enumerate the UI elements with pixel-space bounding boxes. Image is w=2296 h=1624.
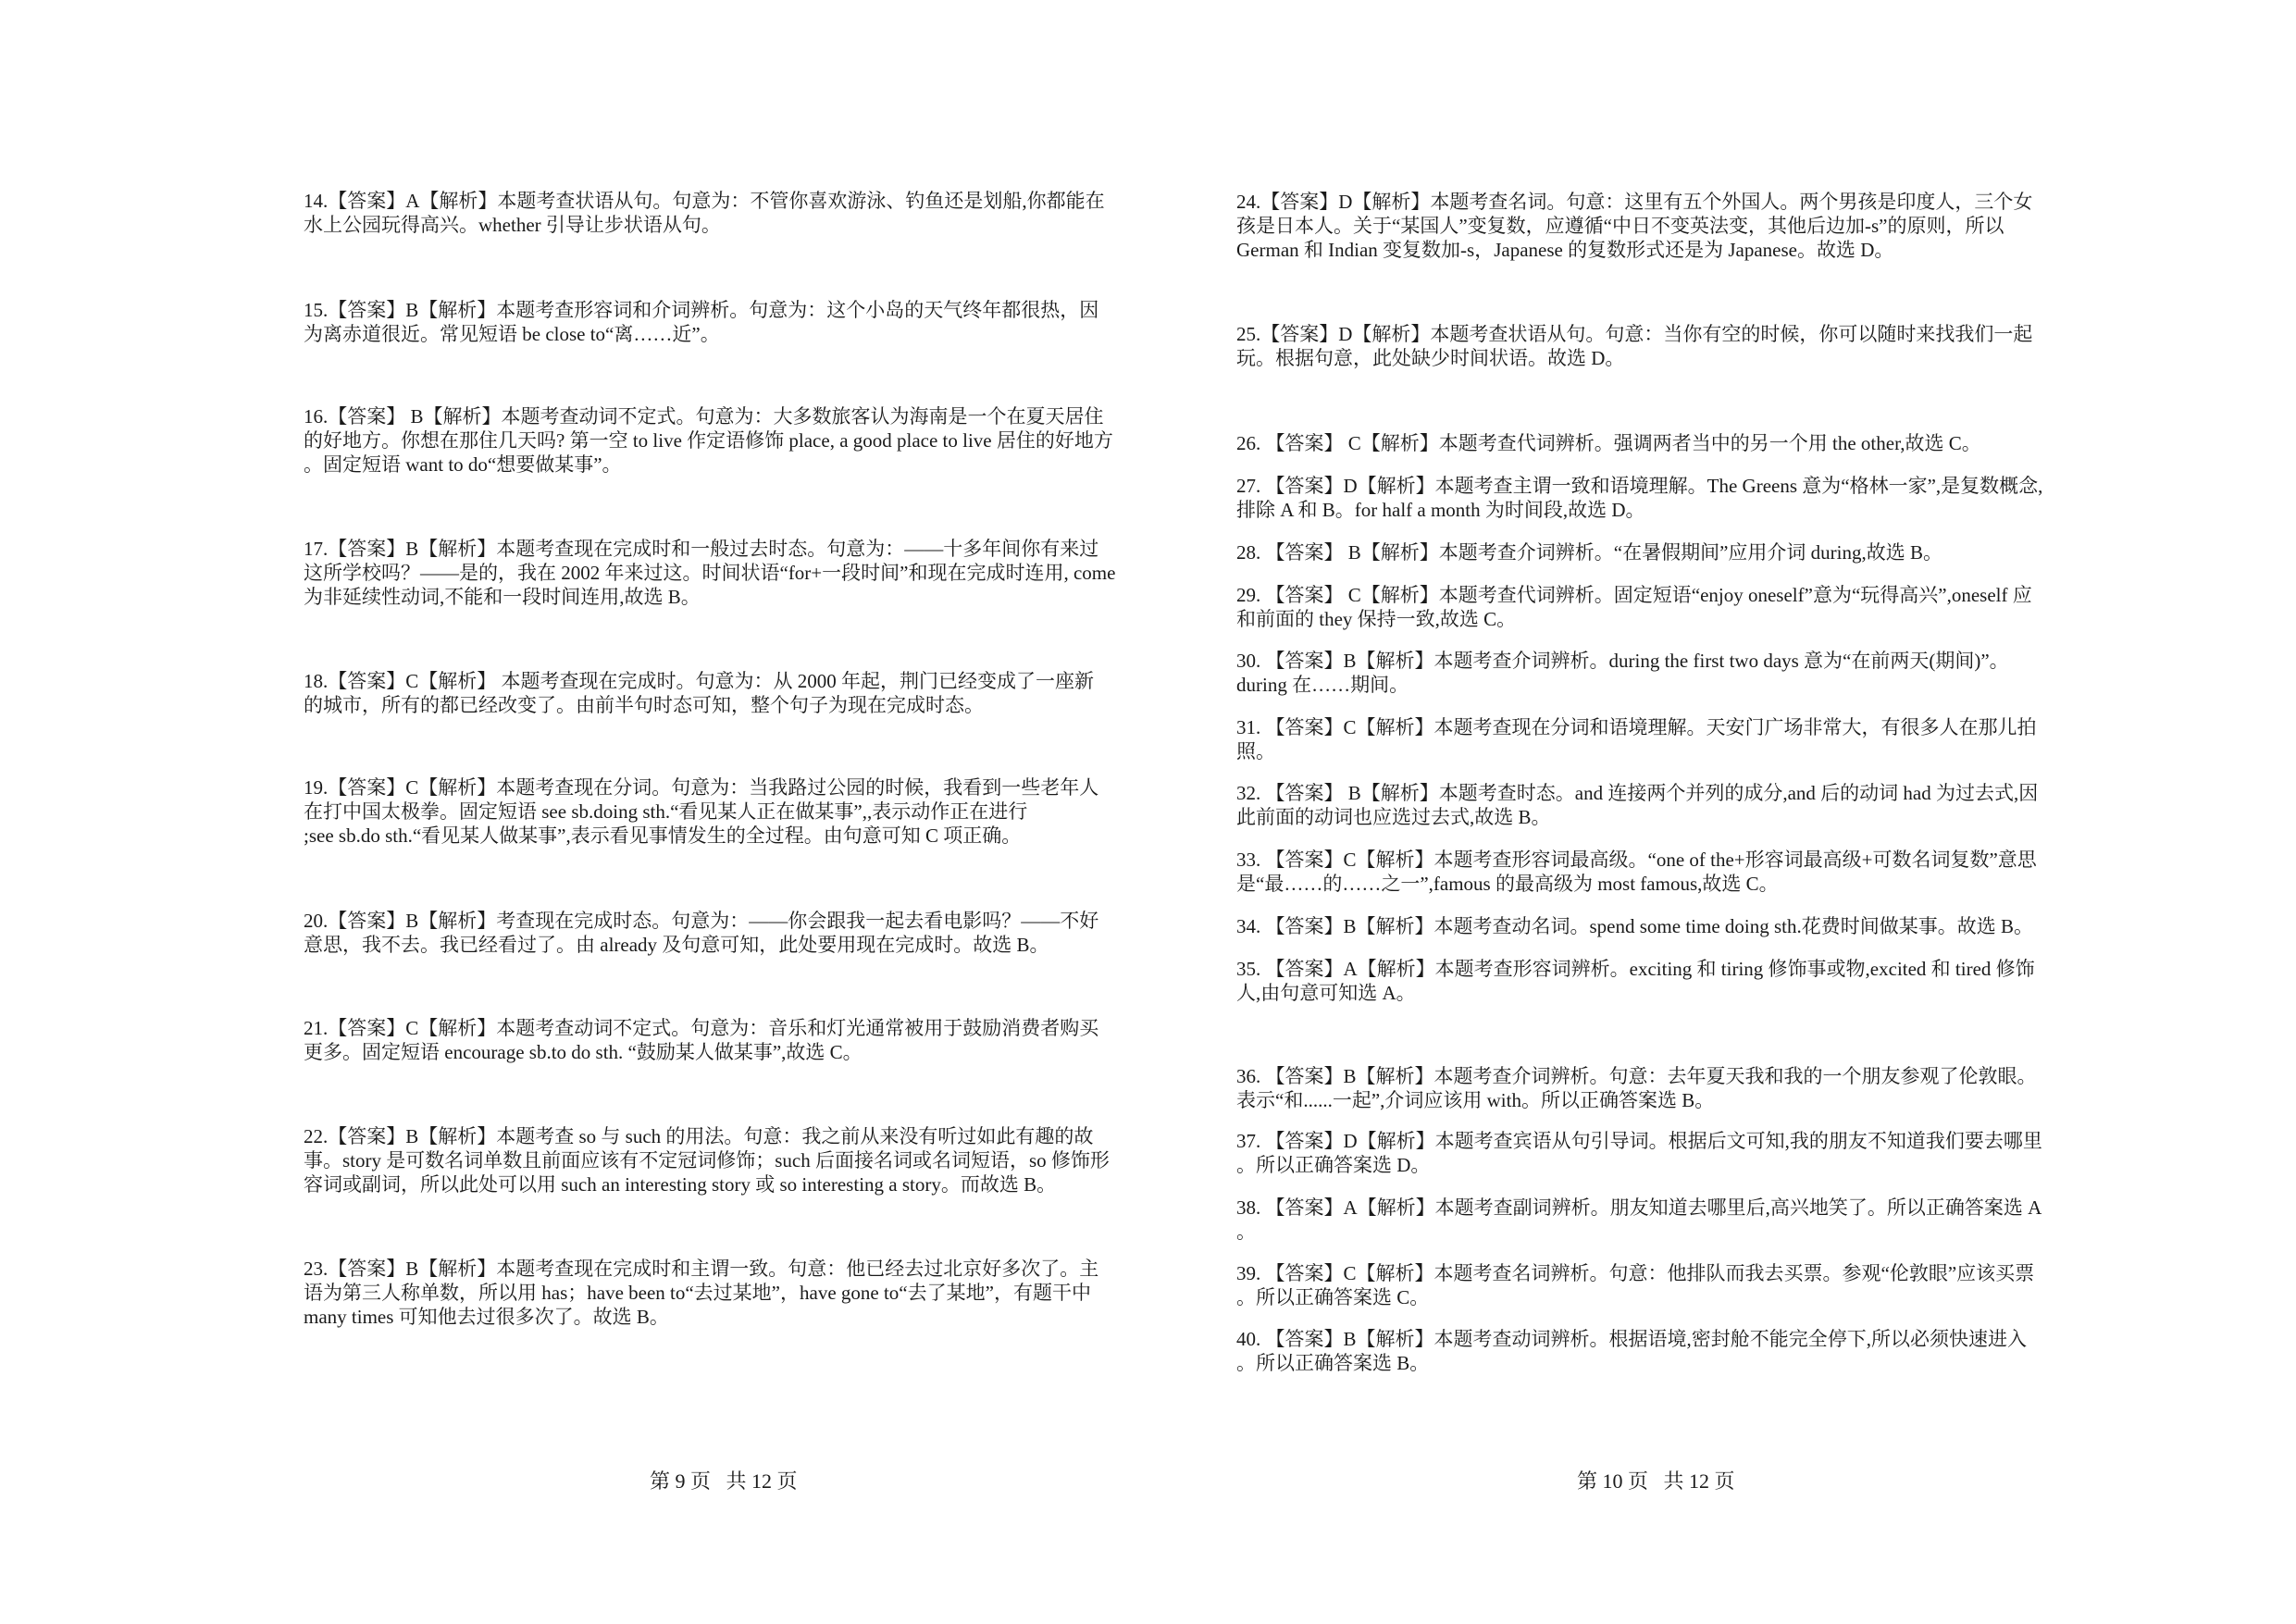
answer-item-14: 14.【答案】A【解析】本题考查状语从句。句意为：不管你喜欢游泳、钓鱼还是划船,你都能在 水上公园玩得高兴。whether 引导让步状语从句。 — [304, 190, 1105, 236]
answer-item-17: 17.【答案】B【解析】本题考查现在完成时和一般过去时态。句意为：——十多年间你有来过 这所学校吗？——是的，我在 2002 年来过这。时间状语“for+一段时间”和现在完成时连用, come 为非延续性动词,不能和一段时间连用,故选 B。 — [304, 538, 1116, 608]
answer-item-40: 40. 【答案】B【解析】本题考查动词辨析。根据语境,密封舱不能完全停下,所以必须快速进入 。所以正确答案选 B。 — [1236, 1328, 2028, 1374]
page-number-left: 第 9 页 共 12 页 — [650, 1469, 798, 1493]
answer-item-33: 33. 【答案】C【解析】本题考查形容词最高级。“one of the+形容词最高级+可数名词复数”意思 是“最……的……之一”,famous 的最高级为 most famous,故选 C。 — [1236, 849, 2037, 895]
answer-item-23: 23.【答案】B【解析】本题考查现在完成时和主谓一致。句意：他已经去过北京好多次了。主 语为第三人称单数，所以用 has；have been to“去过某地”，have gone to“去了某地”，有题干中 many times 可知他去过很多次了。故选 B。 — [304, 1258, 1099, 1328]
answer-item-35: 35. 【答案】A【解析】本题考查形容词辨析。exciting 和 tiring 修饰事或物,excited 和 tired 修饰 人,由句意可知选 A。 — [1236, 958, 2035, 1004]
answer-item-21: 21.【答案】C【解析】本题考查动词不定式。句意为：音乐和灯光通常被用于鼓励消费者购买 更多。固定短语 encourage sb.to do sth. “鼓励某人做某事”,故选 C。 — [304, 1017, 1099, 1063]
answer-item-15: 15.【答案】B【解析】本题考查形容词和介词辨析。句意为：这个小岛的天气终年都很热，因 为离赤道很近。常见短语 be close to“离……近”。 — [304, 299, 1099, 345]
answer-item-20: 20.【答案】B【解析】考查现在完成时态。句意为：——你会跟我一起去看电影吗？——不好 意思，我不去。我已经看过了。由 already 及句意可知，此处要用现在完成时。故选 B。 — [304, 910, 1099, 956]
answer-item-34: 34. 【答案】B【解析】本题考查动名词。spend some time doing sth.花费时间做某事。故选 B。 — [1236, 915, 2033, 937]
answer-item-24: 24.【答案】D【解析】本题考查名词。句意：这里有五个外国人。两个男孩是印度人，三个女 孩是日本人。关于“某国人”变复数，应遵循“中日不变英法变，其他后边加-s”的原则，所以 German 和 Indian 变复数加-s，Japanese 的复数形式还是为 Japanese。故选 D。 — [1236, 191, 2033, 261]
answer-item-27: 27. 【答案】D【解析】本题考查主谓一致和语境理解。The Greens 意为“格林一家”,是复数概念, 排除 A 和 B。for half a month 为时间段,故选 D。 — [1236, 475, 2043, 521]
answer-item-36: 36. 【答案】B【解析】本题考查介词辨析。句意：去年夏天我和我的一个朋友参观了伦敦眼。 表示“和......一起”,介词应该用 with。所以正确答案选 B。 — [1236, 1065, 2037, 1111]
answer-item-22: 22.【答案】B【解析】本题考查 so 与 such 的用法。句意：我之前从来没有听过如此有趣的故 事。story 是可数名词单数且前面应该有不定冠词修饰；such 后面接名词或名词短语，so 修饰形 容词或副词，所以此处可以用 such an interesting story 或 so interesting a story。而故选 B。 — [304, 1125, 1110, 1196]
answer-item-26: 26. 【答案】 C【解析】本题考查代词辨析。强调两者当中的另一个用 the other,故选 C。 — [1236, 432, 1981, 454]
answer-item-19: 19.【答案】C【解析】本题考查现在分词。句意为：当我路过公园的时候，我看到一些老年人 在打中国太极拳。固定短语 see sb.doing sth.“看见某人正在做某事”,,表示动作正在进行 ;see sb.do sth.“看见某人做某事”,表示看见事情发生的全过程。由句意可知 C 项正确。 — [304, 776, 1099, 847]
answer-item-39: 39. 【答案】C【解析】本题考查名词辨析。句意：他排队而我去买票。参观“伦敦眼”应该买票 。所以正确答案选 C。 — [1236, 1262, 2035, 1308]
answer-item-37: 37. 【答案】D【解析】本题考查宾语从句引导词。根据后文可知,我的朋友不知道我们要去哪里 。所以正确答案选 D。 — [1236, 1130, 2042, 1176]
answer-item-18: 18.【答案】C【解析】 本题考查现在完成时。句意为：从 2000 年起，荆门已经变成了一座新 的城市，所有的都已经改变了。由前半句时态可知，整个句子为现在完成时态。 — [304, 670, 1095, 716]
page-number-right: 第 10 页 共 12 页 — [1577, 1469, 1735, 1493]
answer-item-38: 38. 【答案】A【解析】本题考查副词辨析。朋友知道去哪里后,高兴地笑了。所以正确答案选 A 。 — [1236, 1196, 2042, 1243]
answer-item-28: 28. 【答案】 B【解析】本题考查介词辨析。“在暑假期间”应用介词 during,故选 B。 — [1236, 541, 1942, 564]
answer-item-16: 16.【答案】 B【解析】本题考查动词不定式。句意为：大多数旅客认为海南是一个在夏天居住 的好地方。你想在那住几天吗? 第一空 to live 作定语修饰 place, a good place to live 居住的好地方 。固定短语 want to do“想要做某事”。 — [304, 405, 1113, 476]
answer-item-32: 32. 【答案】 B【解析】本题考查时态。and 连接两个并列的成分,and 后的动词 had 为过去式,因 此前面的动词也应选过去式,故选 B。 — [1236, 782, 2039, 828]
answer-item-29: 29. 【答案】 C【解析】本题考查代词辨析。固定短语“enjoy oneself”意为“玩得高兴”,oneself 应 和前面的 they 保持一致,故选 C。 — [1236, 584, 2032, 630]
answer-item-31: 31. 【答案】C【解析】本题考查现在分词和语境理解。天安门广场非常大，有很多人在那儿拍 照。 — [1236, 716, 2037, 762]
answer-item-25: 25.【答案】D【解析】本题考查状语从句。句意：当你有空的时候，你可以随时来找我们一起 玩。根据句意，此处缺少时间状语。故选 D。 — [1236, 323, 2033, 369]
answer-item-30: 30. 【答案】B【解析】本题考查介词辨析。during the first two days 意为“在前两天(期间)”。 during 在……期间。 — [1236, 650, 2009, 696]
